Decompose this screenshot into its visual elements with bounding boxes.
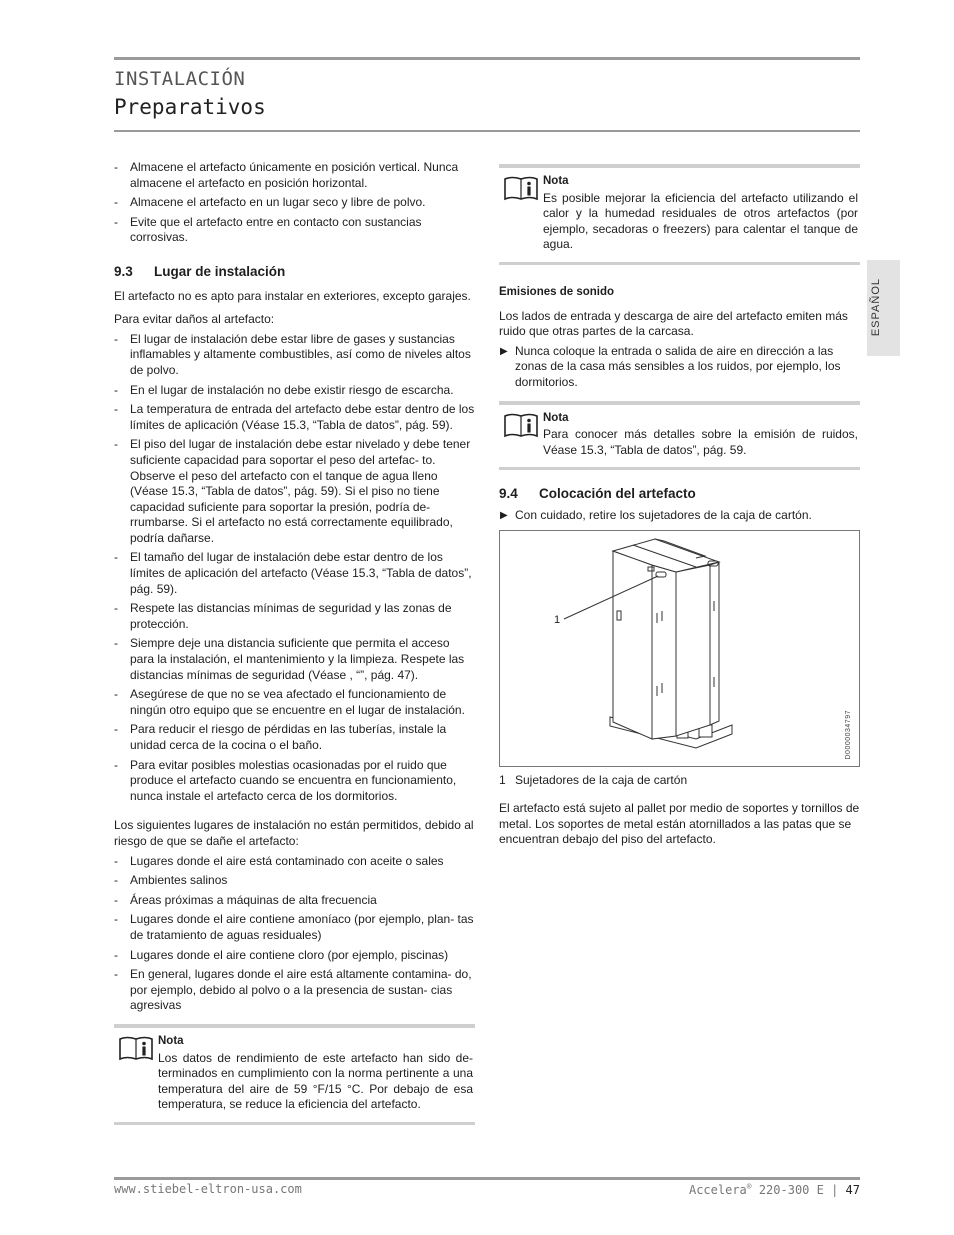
footer-url: www.stiebel-eltron-usa.com <box>114 1182 302 1196</box>
list-item: - Lugares donde el aire contiene cloro (por ejemplo, piscinas) <box>114 948 475 964</box>
note-title: Nota <box>158 1034 184 1047</box>
section-heading-text: Colocación del artefacto <box>539 486 696 502</box>
note-text: Los datos de rendimiento de este artefacto han sido de- terminados en cumplimiento con la norma pertinente a una temperatura del aire de 59 °F/15 °C. Por debajo de esa temperatura, se reduce la eficiencia del artefacto. <box>158 1050 473 1112</box>
page-title: Preparativos <box>114 95 266 119</box>
paragraph: Los lados de entrada y descarga de aire del artefacto emiten más ruido que otras partes de la carcasa. <box>499 308 848 339</box>
list-item: - Almacene el artefacto únicamente en posición vertical. Nunca almacene el artefacto en posición horizontal. <box>114 160 475 191</box>
list-item: - En general, lugares donde el aire está altamente contamina- do, por ejemplo, debido al polvo o a la presencia de sustan- cias agresivas <box>114 967 475 1014</box>
list-item: - Evite que el artefacto entre en contacto con sustancias corrosivas. <box>114 215 475 246</box>
list-item: - El lugar de instalación debe estar libre de gases y sustancias inflamables y altamente combustibles, así como de niveles altos de polvo. <box>114 332 475 379</box>
figure-code: D0000034797 <box>845 710 853 760</box>
info-book-icon <box>503 412 539 439</box>
section-heading-text: Lugar de instalación <box>154 263 286 279</box>
instruction-step <box>499 508 860 524</box>
language-tab-label: ESPAÑOL <box>870 278 882 337</box>
list-item: - Áreas próximas a máquinas de alta frecuencia <box>114 893 475 909</box>
paragraph: El artefacto está sujeto al pallet por medio de soportes y tornillos de metal. Los soportes de metal están atornillados a las patas que se encuentran debajo del piso del artefacto. <box>499 801 860 847</box>
note-box <box>499 401 860 471</box>
list-item: - El tamaño del lugar de instalación debe estar dentro de los límites de aplicación del artefacto (Véase 15.3, “Tabla de datos”, pág. 59). <box>114 550 475 597</box>
list-item: - Lugares donde el aire contiene amoníaco (por ejemplo, plan- tas de tratamiento de aguas residuales) <box>114 912 475 943</box>
instruction-step <box>499 344 860 391</box>
section-title: INSTALACIÓN <box>114 68 246 90</box>
info-book-icon <box>118 1035 154 1062</box>
step-text: Con cuidado, retire los sujetadores de la caja de cartón. <box>515 507 812 522</box>
note-title: Nota <box>543 175 569 187</box>
paragraph: Los siguientes lugares de instalación no están permitidos, debido al riesgo de que se dañe el artefacto: <box>114 818 474 848</box>
figure-callout-1: 1 <box>554 613 561 626</box>
note-box <box>499 164 860 265</box>
right-column <box>499 164 860 852</box>
list-item: - Asegúrese de que no se vea afectado el funcionamiento de ningún otro equipo que se encuentre en el lugar de instalación. <box>114 687 475 718</box>
header-top-rule <box>114 57 860 60</box>
arrow-right-icon: ▶ <box>500 509 508 521</box>
registered-mark: ® <box>746 1182 752 1191</box>
list-item: - Respete las distancias mínimas de seguridad y las zonas de protección. <box>114 601 475 632</box>
section-heading-9-3 <box>114 264 475 280</box>
heat-pump-drawing <box>500 531 859 764</box>
list-item: - En el lugar de instalación no debe existir riesgo de escarcha. <box>114 383 475 399</box>
footer-rule <box>114 1177 860 1180</box>
product-name: Accelera <box>688 1183 747 1197</box>
left-column <box>114 160 475 1137</box>
note-box <box>114 1024 475 1125</box>
paragraph: El artefacto no es apto para instalar en exteriores, excepto garajes. <box>114 288 471 303</box>
note-text: Para conocer más detalles sobre la emisión de ruidos, Véase 15.3, “Tabla de datos”, pág. 59. <box>543 427 858 457</box>
language-tab <box>867 260 900 356</box>
step-text: Nunca coloque la entrada o salida de aire en dirección a las zonas de la casa más sensibles a los ruidos, por ejemplo, los dormitorios. <box>515 343 841 389</box>
legend-number: 1 <box>499 772 506 787</box>
paragraph: Para evitar daños al artefacto: <box>114 312 275 327</box>
requirements-list <box>114 332 475 805</box>
arrow-right-icon: ▶ <box>500 345 508 357</box>
separator: | <box>823 1183 846 1197</box>
page-number: 47 <box>845 1183 860 1197</box>
figure-legend <box>499 773 860 789</box>
list-item: - Lugares donde el aire está contaminado con aceite o sales <box>114 854 475 870</box>
info-book-icon <box>503 175 539 202</box>
model-name: 220-300 E <box>751 1183 824 1197</box>
list-item: - Almacene el artefacto en un lugar seco y libre de polvo. <box>114 195 475 211</box>
list-item: - Para evitar posibles molestias ocasionadas por el ruido que produce el artefacto cuando se encuentra en funcionamiento, nunca instale el artefacto cerca de los dormitorios. <box>114 758 475 805</box>
list-item: - Ambientes salinos <box>114 873 475 889</box>
appliance-figure <box>499 530 860 767</box>
list-item: - La temperatura de entrada del artefacto debe estar dentro de los límites de aplicación (Véase 15.3, “Tabla de datos”, pág. 59). <box>114 402 475 433</box>
note-text: Es posible mejorar la eficiencia del artefacto utilizando el calor y la humedad residuales de otros artefactos (por ejemplo, secadoras o freezers) para calentar el tanque de agua. <box>543 190 858 252</box>
note-title: Nota <box>543 411 569 424</box>
forbidden-locations-list <box>114 854 475 1014</box>
list-item: - Siempre deje una distancia suficiente que permita el acceso para la instalación, el mantenimiento y la limpieza. Respete las distancias mínimas de seguridad (Véase , “”, pág. 47). <box>114 636 475 683</box>
header-bottom-rule <box>114 130 860 132</box>
subheading-sound: Emisiones de sonido <box>499 285 615 298</box>
legend-text: Sujetadores de la caja de cartón <box>515 772 688 787</box>
section-number: 9.3 <box>114 263 133 279</box>
section-number: 9.4 <box>499 486 518 502</box>
footer-product <box>689 1182 860 1197</box>
list-item: - Para reducir el riesgo de pérdidas en las tuberías, instale la unidad cerca de la cocina o el baño. <box>114 722 475 753</box>
storage-list <box>114 160 475 246</box>
section-heading-9-4 <box>499 486 860 502</box>
list-item: - El piso del lugar de instalación debe estar nivelado y debe tener suficiente capacidad para soportar el peso del artefac- to. Observe el peso del artefacto con el tanque de agua lleno (Véase 15.3, “Tabla de datos”, pág. 59). Si el piso no tiene capacidad suficiente para soportar la presión, podría de- rrumbarse. Si el artefacto no está correctamente equilibrado, podría dañarse. <box>114 437 475 546</box>
